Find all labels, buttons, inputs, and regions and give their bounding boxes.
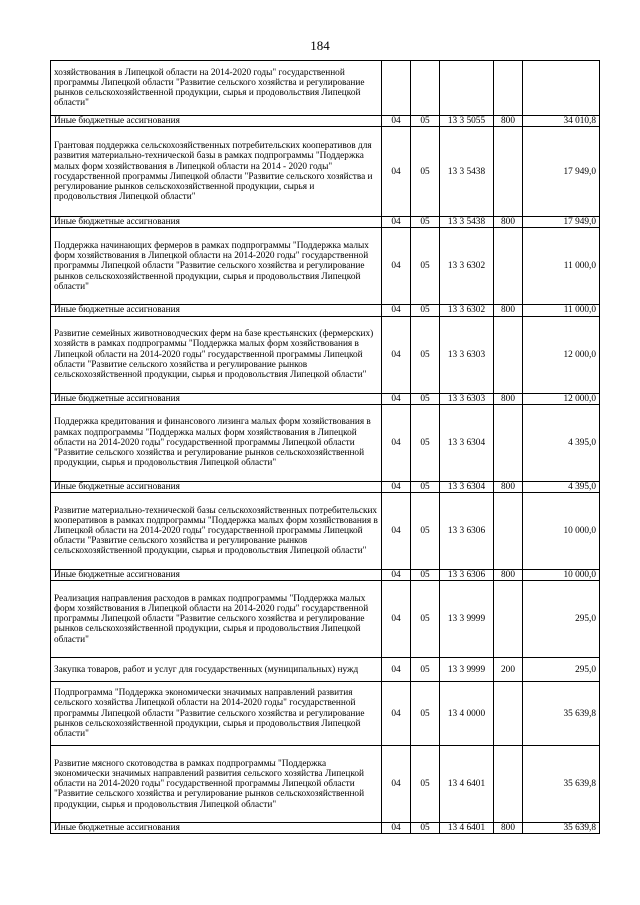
row-name: Закупка товаров, работ и услуг для государственных (муниципальных) нужд — [51, 658, 382, 682]
row-amount: 35 639,8 — [523, 682, 600, 746]
row-razdel: 04 — [382, 581, 411, 658]
row-amount: 4 395,0 — [523, 404, 600, 481]
row-vr — [494, 404, 523, 481]
budget-table — [50, 60, 600, 834]
row-amount: 34 010,8 — [523, 116, 600, 127]
row-csr: 13 3 6304 — [440, 404, 494, 481]
table-row — [51, 305, 600, 316]
row-razdel: 04 — [382, 481, 411, 492]
row-name: Подпрограмма "Поддержка экономически значимых направлений развития сельского хозяйства Липецкой области на 2014-2020 годы" государственной программы Липецкой области "Развитие сельского хозяйства и регулирование рынков сельскохозяйственной продукции, сырья и продовольствия Липецкой области" — [51, 682, 382, 746]
row-podrazdel: 05 — [411, 393, 440, 404]
page-number: 184 — [310, 38, 330, 53]
row-vr — [494, 127, 523, 217]
row-podrazdel: 05 — [411, 746, 440, 823]
table-row — [51, 682, 600, 746]
table-row — [51, 217, 600, 228]
row-podrazdel: 05 — [411, 493, 440, 570]
row-name: хозяйствования в Липецкой области на 2014-2020 годы" государственной программы Липецкой области "Развитие сельского хозяйства и регулирование рынков сельскохозяйственной продукции, сырья и продовольствия Липецкой области" — [51, 61, 382, 116]
row-vr — [494, 493, 523, 570]
row-amount: 4 395,0 — [523, 481, 600, 492]
row-amount: 11 000,0 — [523, 228, 600, 305]
row-razdel: 04 — [382, 217, 411, 228]
row-amount: 295,0 — [523, 581, 600, 658]
row-podrazdel: 05 — [411, 581, 440, 658]
row-name: Развитие мясного скотоводства в рамках подпрограммы "Поддержка экономически значимых направлений развития сельского хозяйства Липецкой области на 2014-2020 годы" государственной программы Липецкой области "Развитие сельского хозяйства и регулирование рынков сельскохозяйственной продукции, сырья и продовольствия Липецкой области" — [51, 746, 382, 823]
row-name: Поддержка кредитования и финансового лизинга малых форм хозяйствования в рамках подпрограммы "Поддержка малых форм хозяйствования в Липецкой области на 2014-2020 годы" государственной программы Липецкой области "Развитие сельского хозяйства и регулирование рынков сельскохозяйственной продукции, сырья и продовольствия Липецкой области" — [51, 404, 382, 481]
row-csr: 13 3 9999 — [440, 658, 494, 682]
table-row — [51, 61, 600, 116]
row-csr — [440, 61, 494, 116]
row-podrazdel: 05 — [411, 217, 440, 228]
table-row — [51, 581, 600, 658]
row-vr — [494, 228, 523, 305]
row-amount — [523, 61, 600, 116]
row-podrazdel — [411, 61, 440, 116]
row-csr: 13 3 5438 — [440, 217, 494, 228]
row-podrazdel: 05 — [411, 316, 440, 393]
row-razdel: 04 — [382, 682, 411, 746]
row-razdel: 04 — [382, 228, 411, 305]
row-name: Иные бюджетные ассигнования — [51, 570, 382, 581]
row-vr: 800 — [494, 570, 523, 581]
row-razdel: 04 — [382, 393, 411, 404]
row-vr: 800 — [494, 116, 523, 127]
row-podrazdel: 05 — [411, 127, 440, 217]
row-csr: 13 3 6306 — [440, 493, 494, 570]
row-amount: 10 000,0 — [523, 493, 600, 570]
row-amount: 10 000,0 — [523, 570, 600, 581]
row-name: Иные бюджетные ассигнования — [51, 823, 382, 834]
row-amount: 12 000,0 — [523, 316, 600, 393]
table-row — [51, 823, 600, 834]
row-name: Иные бюджетные ассигнования — [51, 481, 382, 492]
row-podrazdel: 05 — [411, 658, 440, 682]
row-csr: 13 4 6401 — [440, 823, 494, 834]
row-amount: 17 949,0 — [523, 217, 600, 228]
row-amount: 35 639,8 — [523, 823, 600, 834]
row-razdel: 04 — [382, 493, 411, 570]
row-name: Развитие семейных животноводческих ферм на базе крестьянских (фермерских) хозяйств в рамках подпрограммы "Поддержка малых форм хозяйствования в Липецкой области на 2014-2020 годы" государственной программы Липецкой области "Развитие сельского хозяйства и регулирование рынков сельскохозяйственной продукции, сырья и продовольствия Липецкой области" — [51, 316, 382, 393]
row-razdel: 04 — [382, 305, 411, 316]
row-vr — [494, 682, 523, 746]
row-name: Иные бюджетные ассигнования — [51, 393, 382, 404]
row-razdel — [382, 61, 411, 116]
row-podrazdel: 05 — [411, 305, 440, 316]
row-csr: 13 3 6304 — [440, 481, 494, 492]
row-csr: 13 3 6303 — [440, 393, 494, 404]
row-name: Иные бюджетные ассигнования — [51, 116, 382, 127]
table-row — [51, 116, 600, 127]
row-csr: 13 3 6302 — [440, 305, 494, 316]
table-row — [51, 393, 600, 404]
table-row — [51, 746, 600, 823]
row-vr — [494, 61, 523, 116]
row-name: Иные бюджетные ассигнования — [51, 305, 382, 316]
row-name: Иные бюджетные ассигнования — [51, 217, 382, 228]
table-row — [51, 481, 600, 492]
row-amount: 17 949,0 — [523, 127, 600, 217]
row-csr: 13 3 6302 — [440, 228, 494, 305]
row-razdel: 04 — [382, 127, 411, 217]
row-csr: 13 3 6306 — [440, 570, 494, 581]
row-podrazdel: 05 — [411, 404, 440, 481]
row-razdel: 04 — [382, 570, 411, 581]
row-razdel: 04 — [382, 823, 411, 834]
row-name: Поддержка начинающих фермеров в рамках подпрограммы "Поддержка малых форм хозяйствования в Липецкой области на 2014-2020 годы" государственной программы Липецкой области "Развитие сельского хозяйства и регулирование рынков сельскохозяйственной продукции, сырья и продовольствия Липецкой области" — [51, 228, 382, 305]
row-name: Реализация направления расходов в рамках подпрограммы "Поддержка малых форм хозяйствования в Липецкой области на 2014-2020 годы" государственной программы Липецкой области "Развитие сельского хозяйства и регулирование рынков сельскохозяйственной продукции, сырья и продовольствия Липецкой области" — [51, 581, 382, 658]
table-row — [51, 404, 600, 481]
row-amount: 11 000,0 — [523, 305, 600, 316]
table-row — [51, 127, 600, 217]
row-razdel: 04 — [382, 116, 411, 127]
row-vr: 200 — [494, 658, 523, 682]
row-vr: 800 — [494, 823, 523, 834]
table-row — [51, 658, 600, 682]
row-razdel: 04 — [382, 404, 411, 481]
row-vr: 800 — [494, 305, 523, 316]
table-row — [51, 316, 600, 393]
row-csr: 13 3 6303 — [440, 316, 494, 393]
row-amount: 35 639,8 — [523, 746, 600, 823]
row-amount: 12 000,0 — [523, 393, 600, 404]
row-vr — [494, 581, 523, 658]
row-podrazdel: 05 — [411, 570, 440, 581]
row-podrazdel: 05 — [411, 682, 440, 746]
row-vr — [494, 746, 523, 823]
row-podrazdel: 05 — [411, 481, 440, 492]
row-razdel: 04 — [382, 658, 411, 682]
row-podrazdel: 05 — [411, 228, 440, 305]
row-csr: 13 4 6401 — [440, 746, 494, 823]
row-podrazdel: 05 — [411, 116, 440, 127]
row-vr: 800 — [494, 393, 523, 404]
row-csr: 13 4 0000 — [440, 682, 494, 746]
table-row — [51, 493, 600, 570]
row-vr — [494, 316, 523, 393]
row-name: Грантовая поддержка сельскохозяйственных потребительских кооперативов для развития материально-технической базы в рамках подпрограммы "Поддержка малых форм хозяйствования в Липецкой области на 2014 - 2020 годы" государственной программы Липецкой области "Развитие сельского хозяйства и регулирование рынков сельскохозяйственной продукции, сырья и продовольствия Липецкой области" — [51, 127, 382, 217]
row-amount: 295,0 — [523, 658, 600, 682]
table-row — [51, 228, 600, 305]
row-name: Развитие материально-технической базы сельскохозяйственных потребительских кооперативов в рамках подпрограммы "Поддержка малых форм хозяйствования в Липецкой области на 2014-2020 годы" государственной программы Липецкой области "Развитие сельского хозяйства и регулирование рынков сельскохозяйственной продукции, сырья и продовольствия Липецкой области" — [51, 493, 382, 570]
row-csr: 13 3 9999 — [440, 581, 494, 658]
table-row — [51, 570, 600, 581]
row-csr: 13 3 5438 — [440, 127, 494, 217]
row-podrazdel: 05 — [411, 823, 440, 834]
row-vr: 800 — [494, 217, 523, 228]
row-vr: 800 — [494, 481, 523, 492]
row-csr: 13 3 5055 — [440, 116, 494, 127]
row-razdel: 04 — [382, 316, 411, 393]
row-razdel: 04 — [382, 746, 411, 823]
